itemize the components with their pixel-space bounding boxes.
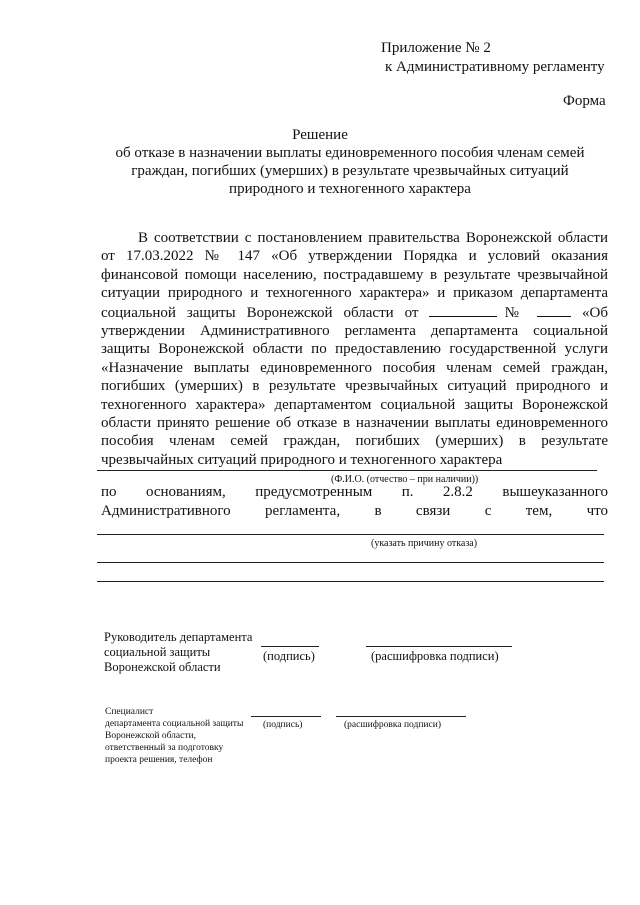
document-title: Решение: [292, 127, 348, 143]
form-label: Форма: [563, 93, 606, 109]
head-decode-caption: (расшифровка подписи): [371, 649, 499, 663]
head-signatory-label: Руководитель департамента социальной защиты Воронежской области: [104, 630, 253, 674]
reason-caption: (указать причину отказа): [371, 538, 478, 549]
specialist-description: департамента социальной защиты Воронежской области, ответственный за подготовку проекта решения, телефон: [105, 719, 244, 765]
specialist-signature-caption: (подпись): [263, 720, 303, 730]
basis-paragraph: по основаниям, предусмотренным п. 2.8.2 вышеуказанного Административного регламента, в связи с тем, что: [101, 484, 608, 519]
paragraph-text-part2: «Об утверждении Административного регламента департамента социальной защиты Воронежской области по предоставлению государственной услуги «Назначение выплаты единовременного пособия членам семей граждан, погибших (умерших) в результате чрезвычайных ситуаций природного и техногенного характера» департаментом социальной защиты Воронежской области принято решение об отказе в назначении выплаты единовременного пособия членам семей граждан, погибших (умерших) в результате чрезвычайных ситуаций природного и техногенного характера: [101, 304, 609, 468]
paragraph-text-part1: В соответствии с постановлением правительства Воронежской области от 17.03.2022 № 147 «Об утверждении Порядка и условий оказания финансовой помощи населению, пострадавшему в результате чрезвычайной ситуации природного и техногенного характера» и приказом департамента социальной защиты Воронежской области от: [101, 230, 608, 321]
specialist-title: Специалист: [105, 707, 154, 717]
reason-line-2: [97, 562, 604, 563]
appendix-reference: к Административному регламенту: [385, 59, 605, 75]
head-signature-caption: (подпись): [263, 649, 315, 663]
specialist-decode-caption: (расшифровка подписи): [344, 720, 441, 730]
specialist-decode-line: [336, 716, 466, 717]
number-sign: №: [497, 304, 527, 321]
main-paragraph: [101, 229, 608, 469]
fio-line: [97, 470, 597, 471]
head-signature-line: [261, 646, 319, 647]
specialist-label: [105, 706, 250, 766]
date-blank: [429, 303, 497, 317]
specialist-signature-line: [251, 716, 321, 717]
head-decode-line: [366, 646, 512, 647]
document-subtitle: об отказе в назначении выплаты единовременного пособия членам семей граждан, погибших (умерших) в результате чрезвычайных ситуаций природного и техногенного характера: [115, 145, 585, 197]
reason-line-3: [97, 581, 604, 582]
fio-caption: (Ф.И.О. (отчество – при наличии)): [331, 474, 479, 485]
appendix-number: Приложение № 2: [381, 40, 491, 56]
order-number-blank: [537, 303, 571, 317]
reason-line-1: [97, 534, 604, 535]
